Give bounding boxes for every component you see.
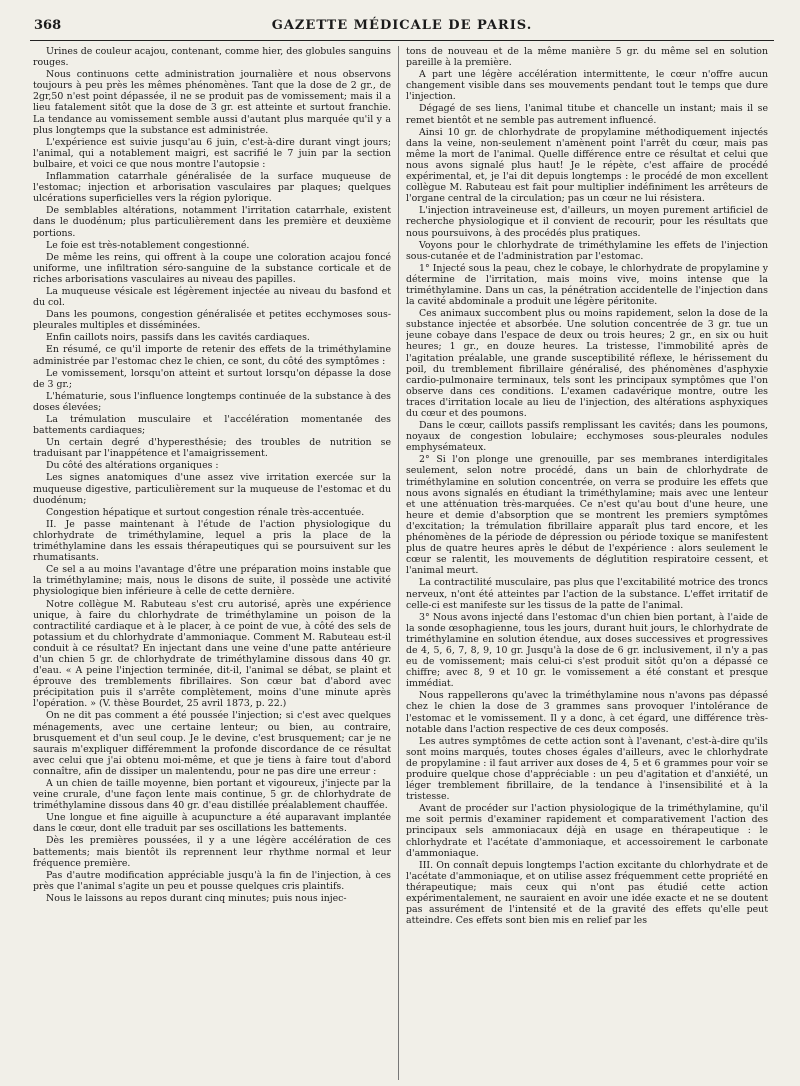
paragraph: Enfin caillots noirs, passifs dans les cavités cardiaques.	[46, 332, 310, 344]
paragraph: Nous continuons cette administration journalière et nous observons toujours à peu près les mêmes phénomènes. Tant que la dose de 2 gr., de 2gr,50 n'est point dépassée, il ne se produit pas de vomissement; mais il a lieu fatalement sitôt que la dose de 3 gr. est atteinte et surtout franchie. La tendance au vomissement semble aussi d'autant plus marquée qu'il y a plus longtemps que la substance est administrée.	[33, 69, 391, 136]
paragraph: L'expérience est suivie jusqu'au 6 juin, c'est-à-dire durant vingt jours; l'animal, qui a notablement maigri, est sacrifié le 7 juin par la section bulbaire, et voici ce que nous montre l'autopsie :	[33, 136, 391, 170]
paragraph: Les signes anatomiques d'une assez vive irritation exercée sur la muqueuse digestive, particulièrement sur la muqueuse de l'estomac et du duodénum;	[33, 472, 391, 506]
paragraph: II. Je passe maintenant à l'étude de l'action physiologique du chlorhydrate de triméthylamine, lequel a pris la place de la triméthylamine dans les essais thérapeutiques qui se poursuivent sur les rhumatisants.	[33, 518, 391, 564]
paragraph: III. On connaît depuis longtemps l'action excitante du chlorhydrate et de l'acétate d'ammoniaque, et on utilise assez fréquemment cette propriété en thérapeutique; mais ceux qui n'ont pas étudié cette action expérimentalement, ne sauraient en avoir une idée exacte et ne se doutent pas assurément de l'intensité et de la gravité des effets qu'elle peut atteindre. Ces effets sont bien mis en relief par les	[406, 859, 768, 927]
paragraph: L'injection intraveineuse est, d'ailleurs, un moyen purement artificiel de recherche physiologique et il convient de recourir, pour les résultats que nous poursuivons, à des procédés plus pratiques.	[406, 205, 768, 239]
paragraph: A un chien de taille moyenne, bien portant et vigoureux, j'injecte par la veine crurale, d'une façon lente mais continue, 5 gr. de chlorhydrate de triméthylamine dissous dans 40 gr. d'eau distillée préalablement chauffée.	[33, 778, 391, 812]
paragraph: De même les reins, qui offrent à la coupe une coloration acajou foncé uniforme, une infiltration séro-sanguine de la substance corticale et de riches arborisations vasculaires au niveau des papilles.	[33, 251, 391, 285]
paragraph: Une longue et fine aiguille à acupuncture a été auparavant implantée dans le cœur, dont elle traduit par ses oscillations les battements.	[33, 812, 391, 835]
paragraph: Dans les poumons, congestion généralisée et petites ecchymoses sous-pleurales multiples et disséminées.	[33, 309, 391, 332]
paragraph: Notre collègue M. Rabuteau s'est cru autorisé, après une expérience unique, à faire du chlorhydrate de triméthylamine un poison de la contractilité cardiaque et à le placer, à ce point de vue, à côté des sels de potassium et du chlorhydrate d'ammoniaque. Comment M. Rabuteau est-il conduit à ce résultat? En injectant dans une veine d'une patte antérieure d'un chien 5 gr. de chlorhydrate de triméthylamine dissous dans 40 gr. d'eau. « A peine l'injection terminée, dit-il, l'animal se débat, se plaint et éprouve des tremblements fibrillaires. Son cœur bat d'abord avec précipitation puis il s'arrête complètement, moins d'une minute après l'opération. » (V. thèse Bourdet, 25 avril 1873, p. 22.)	[33, 598, 391, 710]
paragraph: La trémulation musculaire et l'accélération momentanée des battements cardiaques;	[33, 414, 391, 437]
paragraph: Un certain degré d'hyperesthésie; des troubles de nutrition se traduisant par l'inappétence et l'amaigrissement.	[33, 437, 391, 460]
paragraph: Voyons pour le chlorhydrate de triméthylamine les effets de l'injection sous-cutanée et de l'administration par l'estomac.	[406, 239, 768, 262]
paragraph: Ce sel a au moins l'avantage d'être une préparation moins instable que la triméthylamine; mais, nous le disons de suite, il possède une activité physiologique bien inférieure à celle de cette dernière.	[33, 564, 391, 598]
paragraph: De semblables altérations, notamment l'irritation catarrhale, existent dans le duodénum; plus particulièrement dans les première et deuxième portions.	[33, 205, 391, 239]
paragraph: 1° Injecté sous la peau, chez le cobaye, le chlorhydrate de propylamine y détermine de l'irritation, mais moins vive, moins intense que la triméthylamine. Dans un cas, la pénétration accidentelle de l'injection dans la cavité abdominale a produit une légère péritonite.	[406, 262, 768, 308]
page-header	[30, 14, 774, 41]
paragraph: Du côté des altérations organiques :	[46, 460, 219, 472]
paragraph: Le vomissement, lorsqu'on atteint et surtout lorsqu'on dépasse la dose de 3 gr.;	[33, 367, 391, 390]
paragraph: Ces animaux succombent plus ou moins rapidement, selon la dose de la substance injectée et absorbée. Une solution concentrée de 3 gr. tue un jeune cobaye dans l'espace de deux ou trois heures; 2 gr., en six ou huit heures; 1 gr., en douze heures. La tristesse, l'immobilité après de l'agitation préalable, une grande susceptibilité réflexe, le hérissement du poil, du tremblement fibrillaire généralisé, des phénomènes d'asphyxie cardio-pulmonaire terminaux, tels sont les principaux symptômes que l'on observe dans ces conditions. L'examen cadavérique montre, outre les traces d'irritation locale au lieu de l'injection, des altérations asphyxiques du cœur et des poumons.	[406, 308, 768, 419]
paragraph: La muqueuse vésicale est légèrement injectée au niveau du basfond et du col.	[33, 285, 391, 309]
column-divider	[398, 46, 399, 1080]
paragraph: Nous le laissons au repos durant cinq minutes; puis nous injec-	[46, 892, 347, 904]
paragraph: 2° Si l'on plonge une grenouille, par ses membranes interdigitales seulement, selon notre procédé, dans un bain de chlorhydrate de triméthylamine en solution concentrée, on verra se produire les effets que nous avons signalés en étudiant la triméthylamine; mais avec une lenteur et une atténuation très-marquées. Ce n'est qu'au bout d'une heure, une heure et demie d'absorption que se montrent les premiers symptômes d'excitation; la trémulation fibrillaire apparaît plus tard encore, et les phénomènes de la période de dépression ou période toxique se manifestent plus de quatre heures après le début de l'expérience : alors seulement le cœur se ralentit, les mouvements de déglutition respiratoire cessent, et l'animal meurt.	[406, 454, 768, 577]
right-column	[406, 46, 768, 1080]
left-column	[33, 46, 391, 1080]
paragraph: Congestion hépatique et surtout congestion rénale très-accentuée.	[46, 506, 365, 518]
paragraph: En résumé, ce qu'il importe de retenir des effets de la triméthylamine administrée par l'estomac chez le chien, ce sont, du côté des symptômes :	[33, 344, 391, 367]
paragraph: Dès les premières poussées, il y a une légère accélération de ces battements; mais bientôt ils reprennent leur rhythme normal et leur fréquence première.	[33, 835, 391, 869]
paragraph: Urines de couleur acajou, contenant, comme hier, des globules sanguins rouges.	[33, 46, 391, 69]
paragraph: Dans le cœur, caillots passifs remplissant les cavités; dans les poumons, noyaux de congestion lobulaire; ecchymoses sous-pleurales nodules emphysémateux.	[406, 420, 768, 454]
paragraph: La contractilité musculaire, pas plus que l'excitabilité motrice des troncs nerveux, n'ont été atteintes par l'action de la substance. L'effet irritatif de celle-ci est manifeste sur les tissus de la patte de l'animal.	[406, 577, 768, 611]
paragraph: Pas d'autre modification appréciable jusqu'à la fin de l'injection, à ces près que l'animal s'agite un peu et pousse quelques cris plaintifs.	[33, 869, 391, 892]
paragraph: Ainsi 10 gr. de chlorhydrate de propylamine méthodiquement injectés dans la veine, non-seulement n'amènent point l'arrêt du cœur, mais pas même la mort de l'animal. Quelle différence entre ce résultat et celui que nous avons signalé plus haut! Je le répète, c'est affaire de procédé expérimental, et, je l'ai dit depuis longtemps : le procédé de mon excellent collègue M. Rabuteau est fait pour multiplier indéfiniment les arrêteurs de l'organe central de la circulation; pas un cœur ne lui résistera.	[406, 126, 768, 205]
journal-title: GAZETTE MÉDICALE DE PARIS.	[271, 18, 533, 33]
paragraph: Inflammation catarrhale généralisée de la surface muqueuse de l'estomac; injection et arborisation vasculaires par plaques; quelques ulcérations superficielles vers la région pylorique.	[33, 171, 391, 205]
paragraph: Les autres symptômes de cette action sont à l'avenant, c'est-à-dire qu'ils sont moins marqués, toutes choses égales d'ailleurs, avec le chlorhydrate de propylamine : il faut arriver aux doses de 4, 5 et 6 grammes pour voir se produire quelque chose d'appréciable : un peu d'agitation et d'anxiété, un léger tremblement fibrillaire, de la tendance à l'insensibilité et à la tristesse.	[406, 735, 768, 803]
paragraph: A part une légère accélération intermittente, le cœur n'offre aucun changement visible dans ses mouvements pendant tout le temps que dure l'injection.	[406, 69, 768, 103]
paragraph: L'hématurie, sous l'influence longtemps continuée de la substance à des doses élevées;	[33, 390, 391, 413]
paragraph: Avant de procéder sur l'action physiologique de la triméthylamine, qu'il me soit permis d'examiner rapidement et comparativement l'action des principaux sels ammoniacaux déjà en usage en thérapeutique : le chlorhydrate et l'acétate d'ammoniaque, et accessoirement le carbonate d'ammoniaque.	[406, 803, 768, 859]
paragraph: Le foie est très-notablement congestionné.	[46, 239, 250, 251]
paragraph: tons de nouveau et de la même manière 5 gr. du même sel en solution pareille à la première.	[406, 46, 768, 69]
paragraph: Nous rappellerons qu'avec la triméthylamine nous n'avons pas dépassé chez le chien la dose de 3 grammes sans provoquer l'intolérance de l'estomac et le vomissement. Il y a donc, à cet égard, une différence très-notable dans l'action respective de ces deux composés.	[406, 690, 768, 735]
paragraph: 3° Nous avons injecté dans l'estomac d'un chien bien portant, à l'aide de la sonde œsophagienne, tous les jours, durant huit jours, le chlorhydrate de triméthylamine en solution étendue, aux doses successives et progressives de 4, 5, 6, 7, 8, 9, 10 gr. Jusqu'à la dose de 6 gr. inclusivement, il n'y a pas eu de vomissement; mais celui-ci s'est produit sitôt qu'on a dépassé ce chiffre; avec 8, 9 et 10 gr. le vomissement a été constant et presque immédiat.	[406, 611, 768, 690]
paragraph: Dégagé de ses liens, l'animal titube et chancelle un instant; mais il se remet bientôt et ne semble pas autrement influencé.	[406, 103, 768, 126]
page-number: 368	[34, 18, 62, 33]
paragraph: On ne dit pas comment a été poussée l'injection; si c'est avec quelques ménagements, avec une certaine lenteur; ou bien, au contraire, brusquement et d'un seul coup. Je le devine, c'est brusquement; car je ne saurais m'expliquer différemment la profonde discordance de ce résultat avec celui que j'ai obtenu moi-même, et que je tiens à faire tout d'abord connaître, afin de dissiper un malentendu, pour ne pas dire une erreur :	[33, 710, 391, 777]
